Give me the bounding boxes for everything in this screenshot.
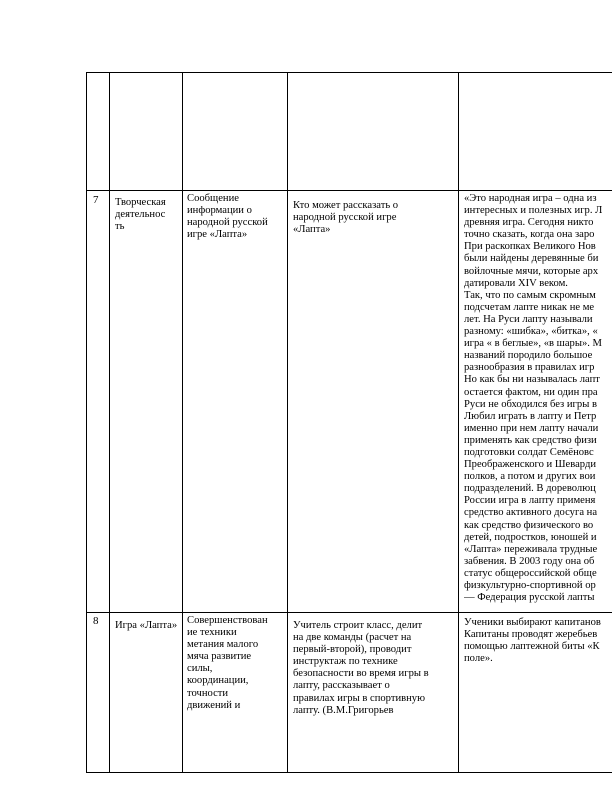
- student-activity-cell: «Это народная игра – одна из интересных и полезных игр. Л древняя игра. Сегодня никто точно сказать, когда она заро При раскопках Великого Нов были найдены деревянные би войлочные мячи, которые арх датировали XIV веком. Так, что по самым скромным подсчетам лапте никак не ме лет. На Руси лапту называли разному: «шибка», «битка», « игра « в беглые», «в шары». М названий породило большое разнообразия в правилах игр Но как бы ни называлась лапт остается фактом, ни один пра Руси не обходился без игры в Любил играть в лапту и Петр именно при нем лапту начали применять как средство физи подготовки солдат Семёновс Преображенского и Шеварди полков, а потом и других вои подразделений. В дореволюц России игра в лапту применя средство активного досуга на как средство физического во детей, подростков, юношей и «Лапта» переживала трудные забвения. В 2003 году она об статус общероссийской обще физкультурно-спортивной ор — Федерация русской лапты: [464, 193, 603, 604]
- table-border-left: [86, 72, 87, 773]
- teacher-activity-cell: Кто может рассказать о народной русской игре «Лапта»: [293, 200, 399, 236]
- goal-cell: Совершенствован ие техники метания малого мяча развитие силы, координации, точности движений и: [187, 615, 268, 711]
- row-divider: [86, 190, 612, 191]
- row-divider: [86, 612, 612, 613]
- row-number: 8: [93, 615, 99, 627]
- stage-cell: Игра «Лапта»: [115, 620, 178, 631]
- table-border-bottom: [86, 772, 612, 773]
- row-number: 7: [93, 194, 99, 206]
- stage-cell: Творческая деятельнос ть: [115, 197, 166, 233]
- column-divider: [458, 72, 459, 773]
- goal-cell: Сообщение информации о народной русской игре «Лапта»: [187, 193, 268, 241]
- column-divider: [182, 72, 183, 773]
- table-border-top: [86, 72, 612, 73]
- column-divider: [287, 72, 288, 773]
- teacher-activity-cell: Учитель строит класс, делит на две команды (расчет на первый-второй), проводит инструктаж по технике безопасности во время игры в лапту, рассказывает о правилах игры в спортивную лапту. (В.М.Григорьев: [293, 620, 429, 716]
- column-divider: [109, 72, 110, 773]
- student-activity-cell: Ученики выбирают капитанов Капитаны проводят жеребьев помощью лаптежной биты «К поле».: [464, 617, 601, 665]
